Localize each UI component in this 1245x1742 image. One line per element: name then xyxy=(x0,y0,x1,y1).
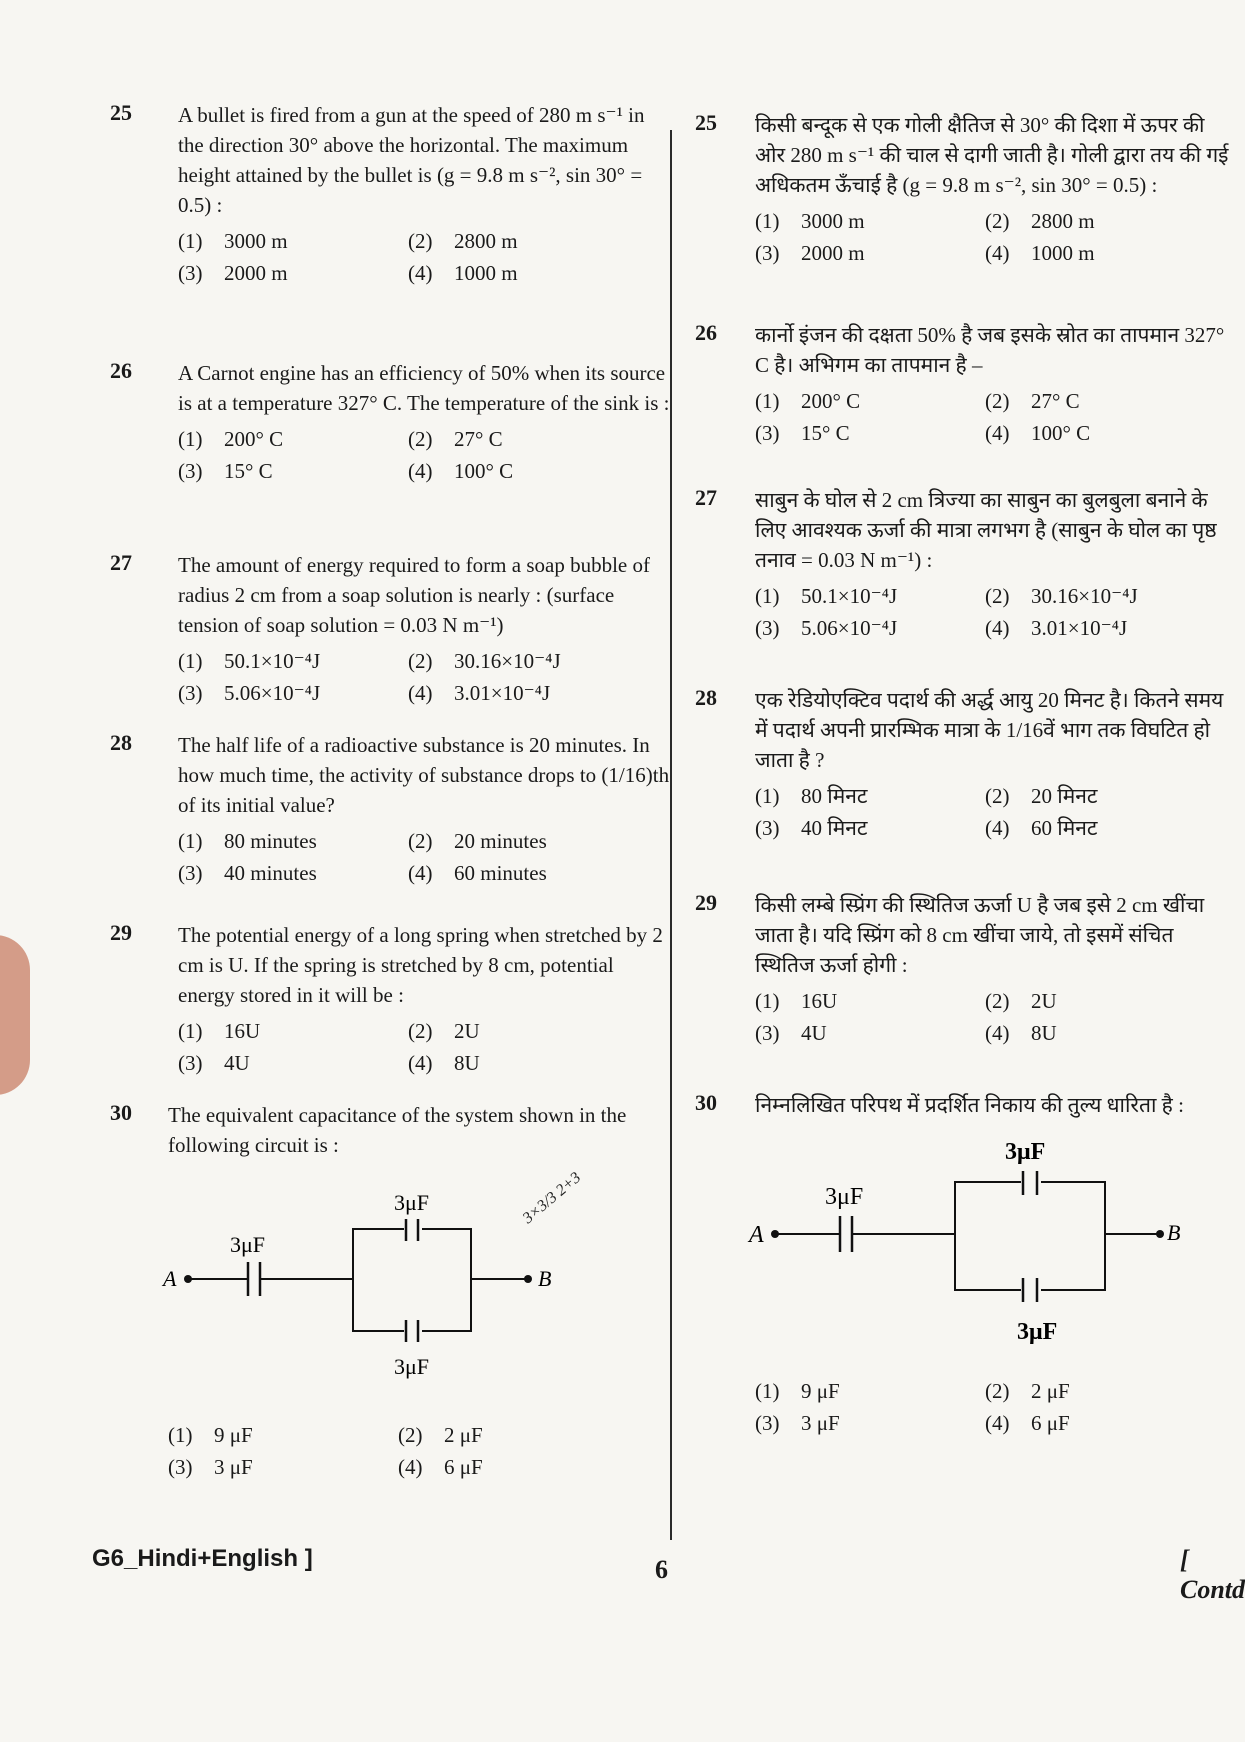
page-number: 6 xyxy=(655,1555,668,1584)
option: (4) 8U xyxy=(985,1021,1057,1045)
question-text: The potential energy of a long spring when stretched by 2 cm is U. If the spring is stretched by 8 cm, potential energy stored in it will be : xyxy=(178,923,663,1007)
option: (1) 16U xyxy=(755,989,838,1013)
question-number: 28 xyxy=(110,730,132,755)
option: (1) 80 मिनट xyxy=(755,784,868,808)
option: (2) 30.16×10⁻⁴J xyxy=(985,584,1138,608)
terminal-a-label: A xyxy=(163,1266,177,1291)
question-number: 27 xyxy=(110,550,132,575)
option: (4) 1000 m xyxy=(408,261,518,285)
question-number: 30 xyxy=(110,1100,132,1125)
option: (3) 2000 m xyxy=(178,261,288,285)
option: (2) 27° C xyxy=(985,389,1080,413)
option: (3) 2000 m xyxy=(755,241,865,265)
terminal-b-label: B xyxy=(1167,1220,1181,1245)
option: (1) 16U xyxy=(178,1019,261,1043)
option: (2) 2U xyxy=(985,989,1057,1013)
option: (1) 50.1×10⁻⁴J xyxy=(755,584,898,608)
circuit-diagram xyxy=(749,1134,1235,1354)
question-text: A bullet is fired from a gun at the speed of 280 m s⁻¹ in the direction 30° above the horizontal. The maximum height attained by the bullet is (g = 9.8 m s⁻², sin 30° = 0.5) : xyxy=(178,103,645,217)
option: (2) 2U xyxy=(408,1019,480,1043)
parallel-top-cap-label: 3μF xyxy=(1005,1139,1046,1165)
continued-note: [ Contd xyxy=(1180,1545,1245,1604)
option: (3) 3 μF xyxy=(168,1455,253,1479)
option: (2) 2800 m xyxy=(408,229,518,253)
question-number: 26 xyxy=(695,320,717,345)
option: (4) 6 μF xyxy=(398,1455,483,1479)
question-number: 25 xyxy=(695,110,717,135)
question-number: 29 xyxy=(695,890,717,915)
series-cap-label: 3μF xyxy=(825,1184,864,1210)
option: (3) 15° C xyxy=(178,459,273,483)
option: (3) 5.06×10⁻⁴J xyxy=(178,681,321,705)
parallel-top-cap-label: 3μF xyxy=(394,1190,430,1215)
option: (3) 15° C xyxy=(755,421,850,445)
circuit-diagram xyxy=(163,1169,648,1394)
option: (1) 9 μF xyxy=(168,1423,253,1447)
option: (2) 20 minutes xyxy=(408,829,547,853)
option: (4) 3.01×10⁻⁴J xyxy=(408,681,551,705)
question-text: किसी बन्दूक से एक गोली क्षैतिज से 30° की दिशा में ऊपर की ओर 280 m s⁻¹ की चाल से दागी जाती है। गोली द्वारा तय की गई अधिकतम ऊँचाई है (g = 9.8 m s⁻², sin 30° = 0.5) : xyxy=(755,113,1229,197)
option: (3) 4U xyxy=(755,1021,827,1045)
option: (3) 40 minutes xyxy=(178,861,317,885)
option: (1) 3000 m xyxy=(755,209,865,233)
terminal-a-label: A xyxy=(749,1222,764,1248)
option: (4) 1000 m xyxy=(985,241,1095,265)
question-text: साबुन के घोल से 2 cm त्रिज्या का साबुन का बुलबुला बनाने के लिए आवश्यक ऊर्जा की मात्रा लगभग है (साबुन के घोल का पृष्ठ तनाव = 0.03 N m⁻¹) : xyxy=(755,488,1217,572)
option: (2) 2 μF xyxy=(398,1423,483,1447)
option: (1) 50.1×10⁻⁴J xyxy=(178,649,321,673)
parallel-bottom-cap-label: 3μF xyxy=(1017,1319,1058,1345)
option: (1) 80 minutes xyxy=(178,829,317,853)
thumb-in-photo xyxy=(0,935,30,1095)
question-number: 25 xyxy=(110,100,132,125)
question-number: 28 xyxy=(695,685,717,710)
question-number: 29 xyxy=(110,920,132,945)
option: (4) 100° C xyxy=(985,421,1091,445)
terminal-b-label: B xyxy=(538,1266,552,1291)
column-divider xyxy=(670,130,672,1540)
option: (1) 9 μF xyxy=(755,1379,840,1403)
option: (4) 60 मिनट xyxy=(985,816,1098,840)
question-text: किसी लम्बे स्प्रिंग की स्थितिज ऊर्जा U है जब इसे 2 cm खींचा जाता है। यदि स्प्रिंग को 8 cm खींचा जाये, तो इसमें संचित स्थितिज ऊर्जा होगी : xyxy=(755,893,1205,977)
option: (4) 100° C xyxy=(408,459,514,483)
handwritten-note: 3×3/3 2+3 xyxy=(519,1169,585,1228)
question-text: निम्नलिखित परिपथ में प्रदर्शित निकाय की तुल्य धारिता है : xyxy=(755,1093,1184,1117)
question-text: एक रेडियोएक्टिव पदार्थ की अर्द्ध आयु 20 मिनट है। कितने समय में पदार्थ अपनी प्रारम्भिक मात्रा के 1/16वें भाग तक विघटित हो जाता है ? xyxy=(755,688,1224,772)
series-cap-label: 3μF xyxy=(230,1232,266,1257)
question-number: 27 xyxy=(695,485,717,510)
question-number: 26 xyxy=(110,358,132,383)
option: (3) 5.06×10⁻⁴J xyxy=(755,616,898,640)
question-text: कार्नो इंजन की दक्षता 50% है जब इसके स्रोत का तापमान 327° C है। अभिगम का तापमान है – xyxy=(755,323,1225,377)
parallel-bottom-cap-label: 3μF xyxy=(394,1354,430,1379)
option: (1) 200° C xyxy=(755,389,861,413)
option: (4) 3.01×10⁻⁴J xyxy=(985,616,1128,640)
question-text: The amount of energy required to form a soap bubble of radius 2 cm from a soap solution is nearly : (surface tension of soap solution = 0.03 N m⁻¹) xyxy=(178,553,650,637)
option: (4) 8U xyxy=(408,1051,480,1075)
question-text: The half life of a radioactive substance is 20 minutes. In how much time, the activity of substance drops to (1/16)th of its initial value? xyxy=(178,733,670,817)
option: (4) 60 minutes xyxy=(408,861,547,885)
option: (3) 40 मिनट xyxy=(755,816,868,840)
option: (3) 3 μF xyxy=(755,1411,840,1435)
option: (2) 2 μF xyxy=(985,1379,1070,1403)
option: (2) 27° C xyxy=(408,427,503,451)
question-text: The equivalent capacitance of the system shown in the following circuit is : xyxy=(168,1103,627,1157)
option: (3) 4U xyxy=(178,1051,250,1075)
option: (2) 2800 m xyxy=(985,209,1095,233)
option: (2) 30.16×10⁻⁴J xyxy=(408,649,561,673)
question-text: A Carnot engine has an efficiency of 50% when its source is at a temperature 327° C. The temperature of the sink is : xyxy=(178,361,670,415)
paper-code: G6_Hindi+English ] xyxy=(92,1545,313,1572)
option: (1) 3000 m xyxy=(178,229,288,253)
question-number: 30 xyxy=(695,1090,717,1115)
option: (4) 6 μF xyxy=(985,1411,1070,1435)
option: (2) 20 मिनट xyxy=(985,784,1098,808)
option: (1) 200° C xyxy=(178,427,284,451)
